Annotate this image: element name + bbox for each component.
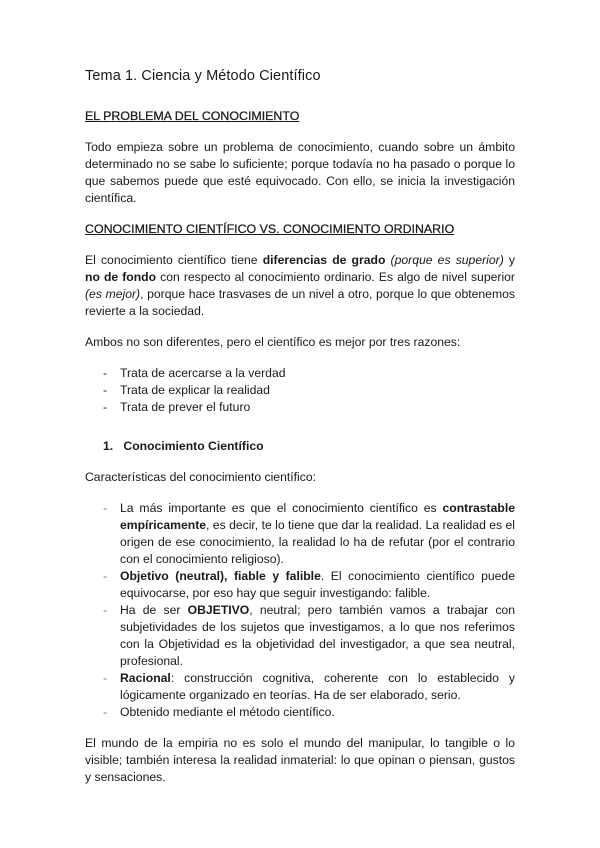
characteristics-list — [85, 500, 515, 721]
paragraph-problema: Todo empieza sobre un problema de conocimiento, cuando sobre un ámbito determinado no se sabe lo suficiente; porque todavía no ha pasado o porque lo que sabemos puede que esté equivocado. Con ello, se inicia la investigación científica. — [85, 140, 515, 205]
list-item: - Trata de acercarse a la verdad — [85, 365, 515, 382]
list-item: - Ha de ser OBJETIVO, neutral; pero también vamos a trabajar con subjetividades de los sujetos que investigamos, a lo que nos referimos con la Objetividad es la objetividad del investigador, a que sea neutral, profesional. — [85, 602, 515, 670]
section-heading-conocimiento-vs: CONOCIMIENTO CIENTÍFICO VS. CONOCIMIENTO ORDINARIO — [85, 222, 455, 236]
document-page — [85, 66, 515, 800]
paragraph-diferencias: El conocimiento científico tiene diferencias de grado (porque es superior) y no de fondo con respecto al conocimiento ordinario. Es algo de nivel superior (es mejor), porque hace trasvases de un nivel a otro, porque lo que obtenemos revierte a la sociedad. — [85, 253, 516, 318]
list-item: - Obtenido mediante el método científico. — [85, 704, 515, 721]
paragraph-razones: Ambos no son diferentes, pero el científico es mejor por tres razones: — [85, 335, 461, 349]
subsection-heading-conocimiento-cientifico: 1. Conocimiento Científico — [103, 439, 264, 453]
section-heading-problema: EL PROBLEMA DEL CONOCIMIENTO — [85, 109, 300, 123]
list-item: - Objetivo (neutral), fiable y falible. El conocimiento científico puede equivocarse, por eso hay que seguir investigando: falible. — [85, 568, 515, 602]
document-title: Tema 1. Ciencia y Método Científico — [85, 68, 321, 84]
paragraph-caracteristicas-intro: Características del conocimiento científico: — [85, 470, 316, 484]
reasons-list — [85, 365, 515, 416]
list-item: - Trata de prever el futuro — [85, 399, 515, 416]
list-item: - Racional: construcción cognitiva, coherente con lo establecido y lógicamente organizado en teorías. Ha de ser elaborado, serio. — [85, 670, 515, 704]
list-item: - Trata de explicar la realidad — [85, 382, 515, 399]
list-item: - La más importante es que el conocimiento científico es contrastable empíricamente, es decir, te lo tiene que dar la realidad. La realidad es el origen de ese conocimiento, la realidad lo ha de refutar (por el contrario con el conocimiento religioso). — [85, 500, 515, 568]
paragraph-empiria: El mundo de la empiria no es solo el mundo del manipular, lo tangible o lo visible; también interesa la realidad inmaterial: lo que opinan o piensan, gustos y sensaciones. — [85, 736, 515, 784]
